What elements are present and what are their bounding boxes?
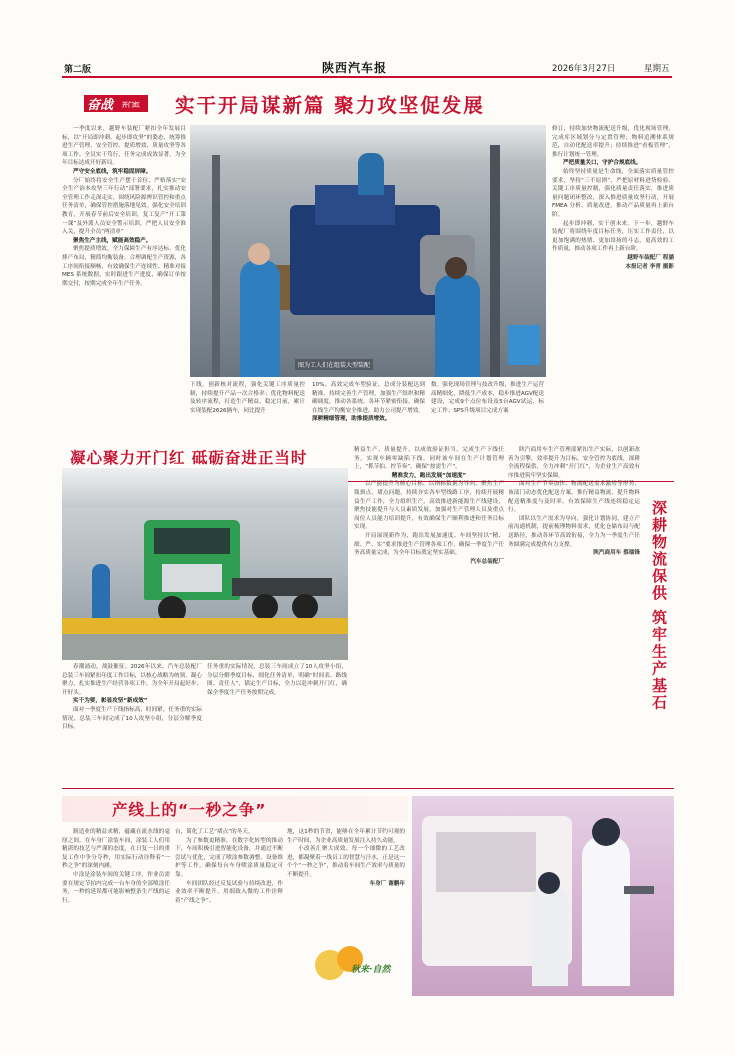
steel-frame [212,155,220,377]
article-2-col-3 [354,446,504,779]
car-body-window [436,832,536,892]
article-2-headline-display [70,446,307,468]
paragraph: 面对生产节奏加快、物流配送需求激增等形势，该部门动态优化配送方案，推行精益物流，提升物料配送精准度与及时率，有效保障生产线连续稳定运行。 [508,481,640,514]
factory-roof [62,468,348,508]
paragraph: 以产能提升为核心目标，以指标数据为导向，聚焦生产瓶颈点、堵点问题，持续夯实各车型线路工序，持续开展精益生产工作，全力组织生产，高效推进新能源生产线建设，聚焦技能提升与人员素质发展，加强对生产管理人员及重点岗位人员能力培训提升，有效确保生产顺利推进和任务目标实现。 [354,481,504,531]
worker-head [248,243,270,265]
steel-frame [490,145,500,377]
truck-chassis [232,578,332,596]
worker-head [445,257,467,279]
paragraph: 制造业的精益求精，蕴藏在流水线的毫厘之间。在车身厂涂装车间，涂装工人们用精湛的技艺与严谨的态度，在日复一日的重复工作中争分夺秒，用实际行动诠释着“一秒之争”的深刻内涵。 [62,829,170,870]
article-3-headline: 产线上的“一秒之争” [112,801,267,819]
paragraph: 分厂始终将安全生产摆于首位，严格落实“安全生产治本攻坚三年行动”部署要求，扎实推动安全管理工作走深走实。围绕风险源辨识管控和重点任务清单，确保管控措施落地见效。强化安全培训教育，开展春节前后安全培训，复工复产“开工第一课”及外派人员安全警示培训，严把人员安全准入关，提升全员“两清单” [62,177,186,236]
worker [240,260,280,377]
spray-gun [624,886,654,894]
subheading: 实干为要，彰显攻坚“新成效” [73,698,148,705]
article-2-headline-text: 凝心聚力开门红 砥砺奋进正当时 [70,449,308,467]
worker [92,564,110,618]
byline: 汽车总装配厂 [470,558,504,565]
tag-big-text: 奋战 [87,98,114,113]
issue-date: 2026年3月27日 [552,64,616,74]
paragraph: 10%。高效完成车型验证，总成分装配达到精准，持续完善生产管理，加强生产组织和精确调度，推动各系统、各环节紧密衔接，确保在线生产均衡安全推进，助力公司提产增效。 [312,382,425,414]
paragraph: 开局展现新作为，跑出发展加速度。车间坚持以“精、细、严、实”要求推进生产管理各项工作，确保一季度生产任务高质量完成，为全年目标奠定坚实基础。 [354,532,504,557]
byline: 陕汽商用车 蔡瑞锋 [593,550,640,557]
paragraph: 车间团队经过反复试验与持续改进，作业效率不断提升，用细致入微的工作诠释着“产线之争”。 [175,880,283,904]
photo-caption: 图为工人们在组装大型装配 [295,359,373,370]
paragraph: 台，简化了工艺“堵点”的冬天。 [175,829,254,835]
paragraph: 聚焦提质增效，全力保障生产有序达标。优化排产布局，精简均衡装备，合理调配生产资源，各工序间衔接顺畅，有效确保生产连续性、精准对接 MES 系统数据，实时跟进生产进度，确保订单按期交付，按期完成全年生产任务。 [62,246,186,287]
article-1-col-1 [62,125,186,475]
paragraph: 数。强化现场管理与技改升级，推进生产运营高精细化，降低生产成本，稳步推进AGV配送建设，完成9个点位布设及5台AGV试运，标定工作；SPS升级项目完成方案 [431,382,544,414]
subheading: 严守安全底线，筑牢稳固屏障。 [73,168,152,175]
paragraph: 一季度以来，越野车装配厂紧扣全年发展目标，以“开局即冲刺、起步即攻坚”的姿态，统筹推进生产管理、安全管控、提质增效、质量攻坚等各项工作。全员实干笃行，任务完成成效显著，为全年目标达成开好新局。 [62,126,186,167]
yellow-platform [62,618,348,634]
article-2-col-1 [62,663,202,779]
truck-windshield [154,528,230,554]
subheading: 严把质量关口，守护合规底线。 [563,160,642,167]
section-divider [62,788,674,789]
paragraph: 团队以生产需求为导向，强化计划协同，建立产前沟通机制，提前梳理物料需求，优化仓储布局与配送路径，推动各环节高效衔接，全力为一季度生产任务圆满完成提供有力支撑。 [508,515,640,548]
paragraph: 始终坚持质量是生命线，全面落实质量管控要求，坚持“三不原则”，严把原材料进货检验、关键工序质量控制，强化质量责任落实，推进质量问题闭环整改，深入推进质量攻坚行动，开展 FMEA 分析、质量改进，推动产品质量再上新台阶。 [552,168,674,218]
truck-grille [162,564,222,592]
paragraph: 地，这1秒的节省，能够在全年累计节约可观的生产时间，为企业高质量发展注入持久动能。 [287,829,405,844]
article-1-tag [84,95,148,112]
painter-head [592,818,620,846]
article-1-col-5 [552,125,674,475]
paragraph: 精益生产、质量提升，以成效验证担当，完成生产下线任务，实现车辆零缺陷下线。同时该车间在生产计划管理上，“抓节拍、控节奏”，确保“按需生产”。 [354,447,504,471]
paragraph: 为了参数更精准，在数字化转型的推动下，车间积极引进智能化设备，并通过不断尝试与优化，完成了喷涂参数调整、设备维护等工作，确保每台车身喷涂质量稳定可靠。 [175,837,283,878]
article-1-headline: 实干开局谋新篇 聚力攻坚促发展 [175,94,485,117]
worker [358,153,384,195]
painter-head [538,872,560,894]
paragraph: 修订，持续加快物流配送升级，优化现场管理，完成库区域划分与定置管理；物料追溯体系规范，自动化配送率提升；持续推进“看板管理”，推行计划统一管理。 [552,126,674,158]
article-2-photo [62,468,348,660]
subheading: 深耕精细管理，助推提质增效。 [312,416,391,423]
logo-text: 秋来·自然 [351,965,391,975]
worker [435,275,480,377]
paragraph: 面对一季度生产下线指标高，时间紧、任务重的实际情况，总装三车间完成了10人攻坚小组，分层分解季度目标。 [62,706,202,731]
article-2-col-2 [207,663,347,779]
floor [62,634,348,660]
seasonal-logo [315,946,403,992]
subheading: 聚焦生产主线，赋能高效稳产。 [73,237,152,244]
article-3-photo [412,796,674,996]
masthead-rule [62,76,672,78]
article-2-col-4 [508,446,640,779]
truck-wheel [252,594,278,620]
paper-name: 陕西汽车报 [322,61,388,75]
paragraph: 下线，创新核对流程，强化关键工序质量控制，持续提升产品一次合格率；优化物料配送及转序流程，打造生产精益、稳定目前，累计实现装配2626辆车，同比提升 [190,382,305,414]
page-label: 第二版 [64,65,92,75]
article-3-col-3 [287,828,405,938]
floor-cart [508,325,540,365]
byline: 本报记者 李青 摄影 [625,263,674,270]
paragraph: 起步即冲刺，实干创未来。下一步，越野车装配厂将围绕年度目标任务，压实工作责任，以更加饱满的热情、更加昂扬的斗志、更高效的工作质量，推动各项工作再上新台阶。 [552,220,674,253]
painter [582,836,630,986]
painter [532,886,568,986]
article-2-vertical-headline: 深耕物流保供 筑牢生产基石 [650,500,668,712]
paragraph: 小改善汇聚大成效。每一个细微的工艺改进，都凝聚着一线员工的智慧与汗水，正是这一个个“一秒之争”，推动着车间生产效率与质量的不断提升。 [287,846,405,878]
paragraph: 春潮涌动，战鼓催征。2026年以来，汽车总装配厂总装三车间紧扣年度工作目标，以核心战略为统领，凝心聚力，扎实推进生产经营各项工作，为全年开局起好步、开好头。 [62,664,202,696]
paragraph: 中涂是涂装车间的关键工序，作业员需要在规定节拍内完成一台车身的全部喷涂任务，一秒的延误都可能影响整条生产线的运行。 [62,871,170,904]
article-3-col-2 [175,828,283,998]
subheading: 精准发力，跑出发展“加速度” [391,472,467,479]
article-3-col-1 [62,828,170,998]
paragraph: 陕汽商用车生产管理部紧扣生产实际，以创新改善为引擎，效率提升为目标，安全管控为底线，深耕全流程保供，全力冲刺“开门红”，为企业生产高效有序推进筑牢坚实保障。 [508,447,640,479]
paragraph: 任务重的实际情况，总装三车间成立了10人攻坚小组，分层分解季度目标，细化任务清单，明确“时间表、路线图、责任人”，锚定生产目标，全力以赴冲刺开门红，确保全季度生产任务按期完成。 [207,664,347,696]
issue-weekday: 星期五 [644,64,670,74]
article-1-photo [190,125,546,377]
byline: 车身厂 谢鹏年 [369,880,405,887]
truck-wheel [292,594,318,620]
byline: 越野车装配厂 程涵 [627,254,674,261]
tag-small-text: 开门红 [122,102,141,109]
